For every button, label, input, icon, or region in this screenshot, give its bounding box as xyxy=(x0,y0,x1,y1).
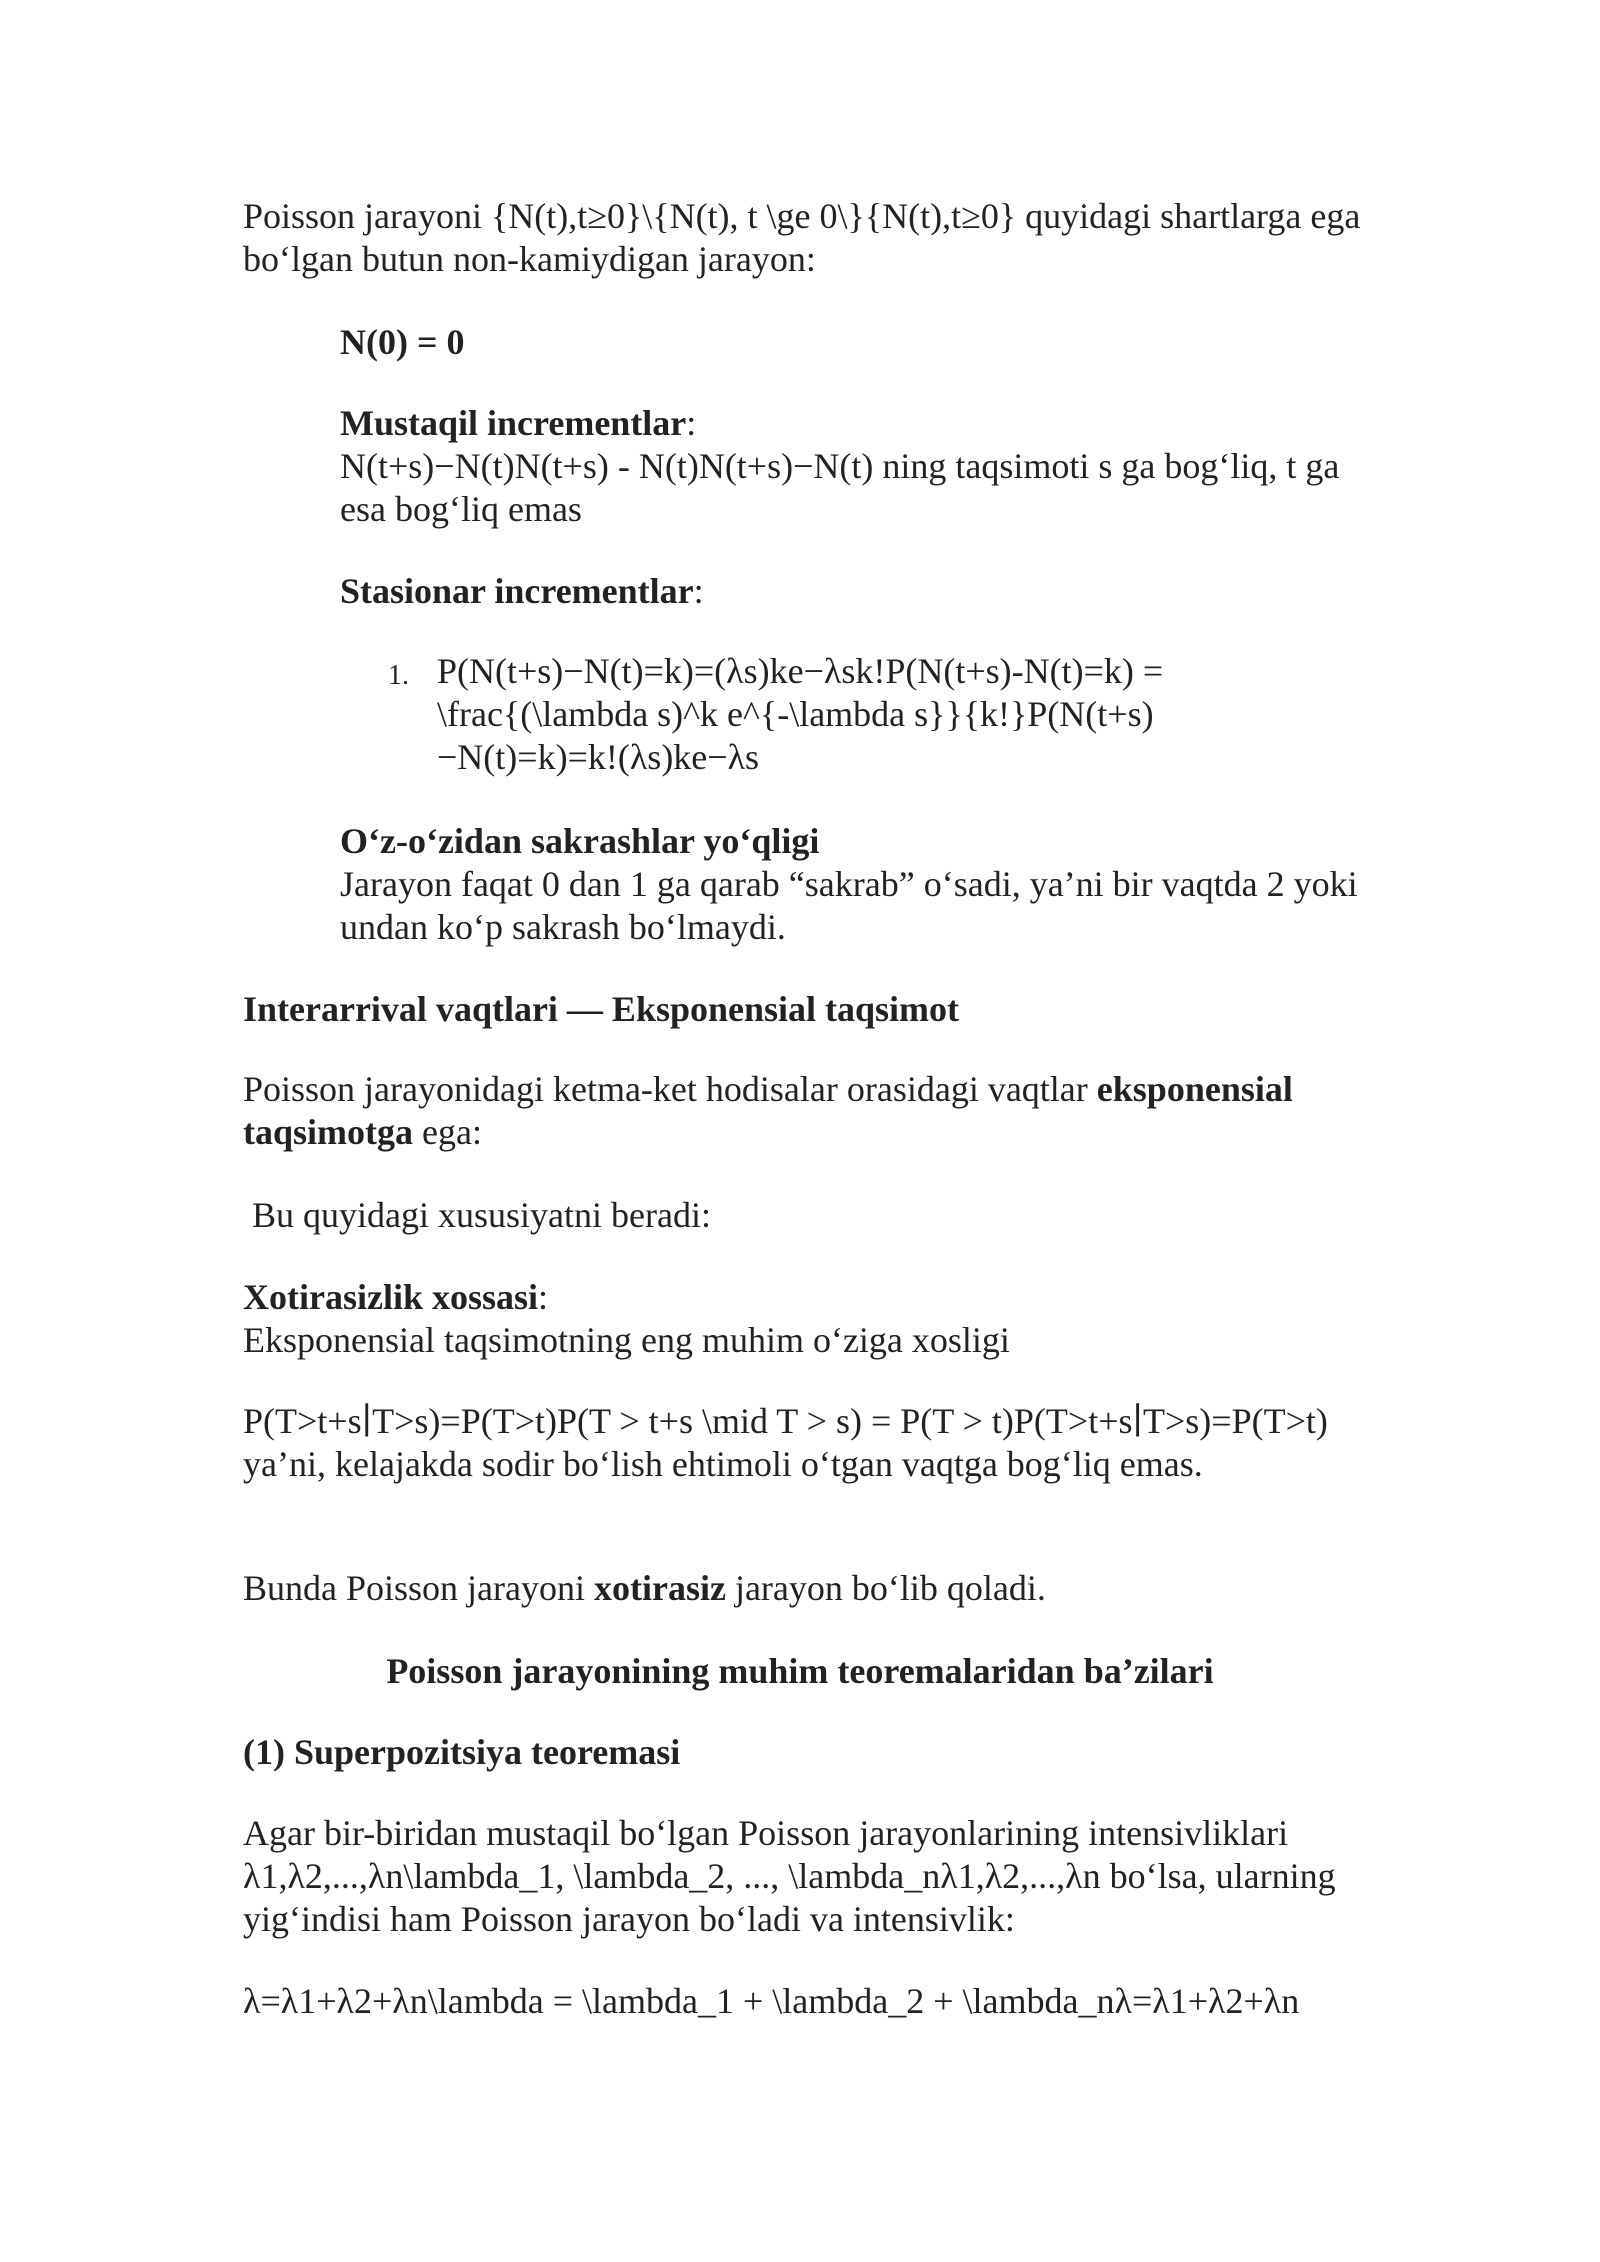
memoryless-text: Eksponensial taqsimotning eng muhim o‘ziga xosligi xyxy=(243,1320,1010,1360)
independent-increments-block xyxy=(340,402,1380,445)
memoryless-title: Xotirasizlik xossasi xyxy=(243,1277,539,1317)
memoryless-conclusion xyxy=(243,1567,1383,1610)
exponential-text: Poisson jarayonidagi ketma-ket hodisalar orasidagi vaqtlar xyxy=(243,1069,1097,1109)
exponential-paragraph xyxy=(243,1068,1383,1154)
poisson-pmf-formula: P(N(t+s)−N(t)=k)=(λs)ke−λsk!P(N(t+s)-N(t)=k) = \frac{(\lambda s)^k e^{-\lambda s}}{k!}P(N(t+s)−N(t)=k)=k!(λs)ke−λs xyxy=(437,651,1173,777)
conclusion-text: Bunda Poisson jarayoni xyxy=(243,1568,594,1608)
memoryless-block xyxy=(243,1276,1383,1319)
no-simultaneous-jumps-title: O‘z-o‘zidan sakrashlar yo‘qligi xyxy=(340,821,820,861)
exponential-tail: ega: xyxy=(413,1112,482,1152)
theorems-heading: Poisson jarayonining muhim teoremalaridan ba’zilari xyxy=(386,1651,1214,1691)
conclusion-bold: xotirasiz xyxy=(593,1568,726,1608)
stationary-increments-block xyxy=(340,570,1380,613)
superposition-paragraph: Agar bir-biridan mustaqil bo‘lgan Poisson jarayonlarining intensivliklari λ1,λ2,...,λn\lambda_1, \lambda_2, ..., \lambda_nλ1,λ2,...,λn bo‘lsa, ularning yig‘indisi ham Poisson jarayon bo‘ladi va intensivlik: xyxy=(243,1813,1345,1939)
colon: : xyxy=(538,1277,549,1317)
colon: : xyxy=(686,403,697,443)
lambda-sum-formula: λ=λ1+λ2+λn\lambda = \lambda_1 + \lambda_2 + \lambda_nλ=λ1+λ2+λn xyxy=(243,1981,1300,2021)
no-simultaneous-jumps-text: Jarayon faqat 0 dan 1 ga qarab “sakrab” o‘sadi, ya’ni bir vaqtda 2 yoki undan ko‘p sakrash bo‘lmaydi. xyxy=(340,864,1367,947)
independent-increments-title: Mustaqil incrementlar xyxy=(340,403,687,443)
superposition-heading: (1) Superpozitsiya teoremasi xyxy=(243,1732,681,1772)
colon: : xyxy=(693,571,704,611)
condition-n0: N(0) = 0 xyxy=(340,322,465,362)
intro-paragraph: Poisson jarayoni {N(t),t≥0}\{N(t), t \ge 0\}{N(t),t≥0} quyidagi shartlarga ega bo‘lgan butun non-kamiydigan jarayon: xyxy=(243,196,1370,279)
conclusion-tail: jarayon bo‘lib qoladi. xyxy=(725,1568,1046,1608)
exponential-bold: eksponensial taqsimotga xyxy=(243,1069,1302,1152)
property-intro: Bu quyidagi xususiyatni beradi: xyxy=(243,1195,711,1235)
interarrival-heading: Interarrival vaqtlari — Eksponensial taqsimot xyxy=(243,989,960,1029)
stationary-increments-title: Stasionar incrementlar xyxy=(340,571,694,611)
list-number: 1. xyxy=(388,660,409,691)
memoryless-formula-paragraph: P(T>t+s∣T>s)=P(T>t)P(T > t+s \mid T > s) = P(T > t)P(T>t+s∣T>s)=P(T>t) ya’ni, kelajakda sodir bo‘lish ehtimoli o‘tgan vaqtga bog‘liq emas. xyxy=(243,1401,1346,1484)
independent-increments-text: N(t+s)−N(t)N(t+s) - N(t)N(t+s)−N(t) ning taqsimoti s ga bog‘liq, t ga esa bog‘liq emas xyxy=(340,446,1349,529)
